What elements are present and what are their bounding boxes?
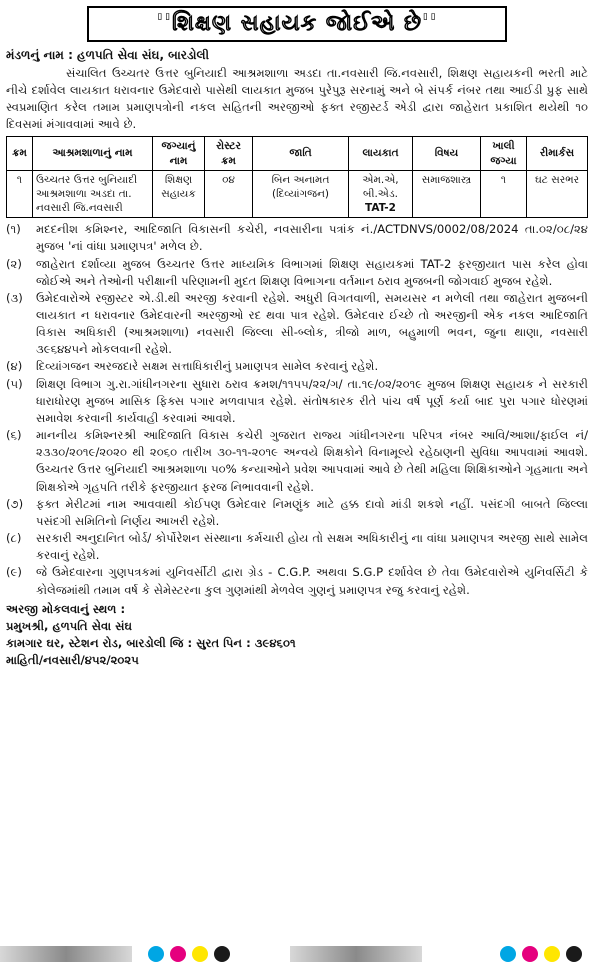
list-item [6,290,588,359]
magenta-dot [170,946,186,962]
cell-qual-tat: TAT-2 [365,202,396,215]
note-text: માનનીય કમિશ્નરશ્રી આદિજાતિ વિકાસ કચેરી ગુજરાત રાજ્ય ગાંધીનગરના પરિપત્ર નંબર આવિ/આશા/ફાઈલ નં/૨૩૩૦/૨૦૧૯/૨૦૨૦ થી ૨૦૬૦ તારીખ ૩૦-૧૧-૨૦૧૯ અન્વયે શિક્ષકોને વિનામૂલ્યે રહેઠાણની સુવિધા આપવામાં આવશે. ઉચ્ચતર ઉત્તર બુનિયાદી આશ્રમશાળા ૫૦% કન્યાઓને પ્રવેશ આપવામાં આવે છે તેથી મહિલા શિક્ષિકાઓને ગૃહમાતા અને શિક્ષકોએ ગૃહપતિ તરીકે ફરજીયાત ફરજ નિભાવવાની રહેશે. [36,428,588,494]
note-text: ફક્ત મેરીટમાં નામ આવવાથી કોઈપણ ઉમેદવાર નિમણુંક માટે હક્ક દાવો માંડી શકશે નહીં. પસંદગી બાબતે જિલ્લા પસંદગી સમિતિનો નિર્ણય આખરી રહેશે. [36,496,588,528]
gray-gradient-bar-right [290,946,422,962]
table-header-row [7,137,588,170]
title-box [87,6,507,42]
print-registration-marks [0,940,594,970]
cell-remarks: ઘટ સરભર [527,170,588,218]
black-dot [566,946,582,962]
black-dot [214,946,230,962]
list-item [6,427,588,496]
col-header-remarks: રીમાર્કસ [527,137,588,170]
cell-qual [349,170,413,218]
intro-paragraph: સંચાલિત ઉચ્ચતર ઉત્તર બુનિયાદી આશ્રમશાળા અડદા તા.નવસારી જિ.નવસારી, શિક્ષણ સહાયકની ભરતી માટે નીચે દર્શાવેલ લાયકાત ધરાવનાર ઉમેદવારો પાસેથી લાયકાત મુજબ પુરેપુરૂ સરનામું અને બે સંપર્ક નંબર તથા આઈડી પ્રુફ સાથે સ્વપ્રમાણિત કરેલ તમામ પ્રમાણપત્રોની નકલ સહિતની અરજીઓ ફક્ત રજીસ્ટર્ડ એડી દ્વારા જાહેરાત પ્રકાશિત થયેથી ૧૦ દિવસમાં મંગાવવામાં આવે છે. [6,65,588,132]
notes-list [6,221,588,598]
org-name: મંડળનું નામ : હળપતિ સેવા સંઘ, બારડોલી [6,48,210,62]
col-header-qual: લાયકાત [349,137,413,170]
gray-gradient-bar-left [0,946,132,962]
magenta-dot [522,946,538,962]
yellow-dot [192,946,208,962]
cell-vacancy: ૧ [481,170,527,218]
table-row [7,170,588,218]
publication-id: માહિતી/નવસારી/૪૫૨/૨૦૨૫ [6,653,139,668]
col-header-vacancy: ખાલી જગ્યા [481,137,527,170]
address-line-1: પ્રમુખશ્રી, હળપતિ સેવા સંઘ [6,618,133,633]
note-text: શિક્ષણ વિભાગ ગુ.રા.ગાંધીનગરના સુધારા ઠરાવ ક્રમશ/૧૧૫૫/૨૨/ગ/ તા.૧૯/૦૨/૨૦૧૯ મુજબ શિક્ષણ સહાયક ને સરકારી ધારાધોરણ મુજબ માસિક ફિક્સ પગાર મળવાપાત્ર રહેશે. સંતોષકારક રીતે પાંચ વર્ષ પૂર્ણ કર્યા બાદ પુરા પગાર ધોરણમાં સમાવેશ કરવાની કાર્યવાહી કરવામાં આવશે. [36,376,588,425]
note-num: (૫) [6,376,23,391]
note-num: (૯) [6,565,22,580]
col-header-roster: રોસ્ટર ક્રમ [205,137,253,170]
note-text: દિવ્યાંગજન અરજદારે સક્ષમ સત્તાધિકારીનું પ્રમાણપત્ર સામેલ કરવાનું રહેશે. [36,359,379,374]
note-text: ઉમેદવારોએ રજીસ્ટર એ.ડી.થી અરજી કરવાની રહેશે. અધુરી વિગતવાળી, સમયસર ન મળેલી તથા જાહેરાત મુજબની લાયકાત ન ધરાવનાર ઉમેદવારની અરજીઓ રદ થવા પાત્ર રહેશે. ઉમેદવાર ઈચ્છે તો અરજીની એક નકલ આદિજાતિ વિકાસ અધિકારી (આશ્રમશાળા) નવસારી જિલ્લા સી-બ્લોક, ત્રીજો માળ, બહુમાળી ભવન, જુના થાણા, નવસારી ૩૯૬૪૪૫ને મોકલવાની રહેશે. [36,290,588,357]
vacancy-table [6,136,588,218]
note-num: (૨) [6,256,22,271]
list-item [6,221,588,255]
note-num: (૬) [6,428,22,443]
col-header-subject: વિષય [413,137,481,170]
list-item [6,530,588,564]
note-text: સરકારી અનુદાનિત બોર્ડ/ કોર્પોરેશન સંસ્થાના કર્મચારી હોય તો સક્ષમ અધિકારીનું ના વાંધા પ્રમાણપત્ર અરજી સાથે સામેલ કરવાનું રહેશે. [36,531,588,563]
cell-post: શિક્ષણ સહાયક [153,170,205,218]
yellow-dot [544,946,560,962]
cell-num: ૧ [7,170,33,218]
col-header-caste: જાતિ [253,137,349,170]
list-item [6,376,588,427]
note-num: (૮) [6,531,22,546]
col-header-school: આશ્રમશાળાનું નામ [33,137,153,170]
note-text: જાહેરાત દર્શાવ્યા મુજબ ઉચ્ચતર ઉત્તર માધ્યમિક વિભાગમાં શિક્ષણ સહાયકમાં TAT-2 ફરજીયાત પાસ કરેલ હોવા જોઈએ અને તેઓની પરીક્ષાની પરિણામની મુદત શિક્ષણ વિભાગના વર્તમાન ઠરાવ મુજબની જોગવાઈ મુજબ રહેશે. [36,256,588,288]
list-item [6,358,588,375]
note-num: (૧) [6,222,21,237]
cell-school: ઉચ્ચતર ઉત્તર બુનિયાદી આશ્રમશાળા અડદા તા. નવસારી જિ.નવસારી [33,170,153,218]
cyan-dot [500,946,516,962]
page-title: ''શિક્ષણ સહાયક જોઈએ છે'' [156,10,438,36]
advertisement [6,6,588,669]
note-text: મદદનીશ કમિશ્નર, આદિજાતિ વિકાસની કચેરી, નવસારીના પત્રાંક નં./ACTDNVS/0002/08/2024 તા.૦૨/૦૮/૨૪ મુજબ 'નાં વાંધા પ્રમાણપત્ર' મળેલ છે. [36,222,588,254]
note-num: (૩) [6,290,23,305]
list-item [6,564,588,598]
col-header-num: ક્રમ [7,137,33,170]
cyan-dot [148,946,164,962]
cell-caste: બિન અનામત (દિવ્યાંગજન) [253,170,349,218]
cell-roster: ૦૪ [205,170,253,218]
note-num: (૭) [6,496,24,511]
cell-qual-degree: એમ.એ, બી.એડ. [362,173,399,200]
note-num: (૪) [6,359,23,374]
send-address-heading: અરજી મોકલવાનું સ્થળ : [6,601,126,616]
col-header-post: જગ્યાનું નામ [153,137,205,170]
list-item [6,256,588,290]
address-line-2: કામગાર ઘર, સ્ટેશન રોડ, બારડોલી જિ : સુરત પિન : ૩૯૪૬૦૧ [6,635,296,650]
cell-subject: સમાજશાસ્ત્ર [413,170,481,218]
note-text: જે ઉમેદવારના ગુણપત્રકમાં યુનિવર્સીટી દ્વારા ગ્રેડ - C.G.P. અથવા S.G.P દર્શાવેલ છે તેવા ઉમેદવારોએ યુનિવર્સિટી કે કોલેજમાંથી તમામ વર્ષ કે સેમેસ્ટરના કુલ ગુણમાંથી મેળવેલ ગુણનું પ્રમાણપત્ર રજુ કરવાનું રહેશે. [36,565,588,597]
list-item [6,496,588,530]
